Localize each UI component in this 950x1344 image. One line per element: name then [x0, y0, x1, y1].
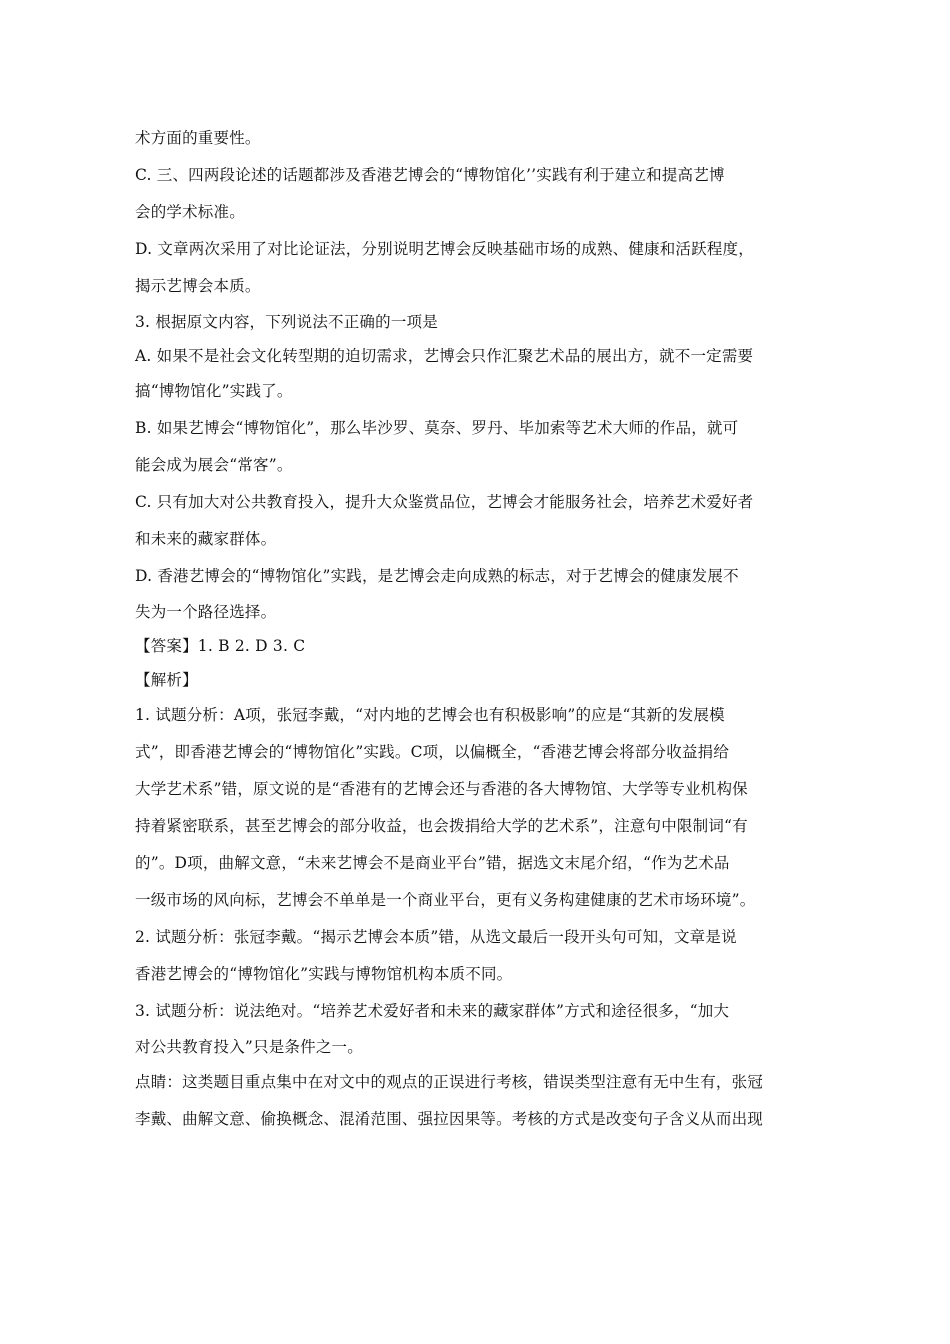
option-b-line: B. 如果艺博会“博物馆化”，那么毕沙罗、莫奈、罗丹、毕加索等艺术大师的作品，就可	[135, 419, 739, 437]
text-line: 持着紧密联系，甚至艺博会的部分收益，也会拨捐给大学的艺术系”，注意句中限制词“有	[135, 817, 748, 835]
option-a-line: A. 如果不是社会文化转型期的迫切需求，艺博会只作汇聚艺术品的展出方，就不一定需要	[135, 347, 754, 365]
analysis-3-line: 3. 试题分析：说法绝对。“培养艺术爱好者和未来的藏家群体”方式和途径很多，“加大	[135, 1002, 730, 1020]
option-d-line: D. 文章两次采用了对比论证法，分别说明艺博会反映基础市场的成熟、健康和活跃程度，	[135, 240, 754, 258]
analysis-1-line: 1. 试题分析：A项，张冠李戴，“对内地的艺博会也有积极影响”的应是“其新的发展模	[135, 706, 725, 724]
text-line: 的”。D项，曲解文意，“未来艺博会不是商业平台”错，据选文末尾介绍，“作为艺术品	[135, 854, 730, 872]
option-c-line: C. 只有加大对公共教育投入，提升大众鉴赏品位，艺博会才能服务社会，培养艺术爱好者	[135, 493, 754, 511]
text-line: 能会成为展会“常客”。	[135, 456, 293, 474]
answer-line: 【答案】1. B 2. D 3. C	[135, 637, 306, 655]
text-line: 香港艺博会的“博物馆化”实践与博物馆机构本质不同。	[135, 965, 513, 983]
text-line: 搞“博物馆化”实践了。	[135, 382, 293, 400]
text-line: 式”，即香港艺博会的“博物馆化”实践。C项，以偏概全，“香港艺博会将部分收益捐给	[135, 743, 730, 761]
text-line: 对公共教育投入”只是条件之一。	[135, 1038, 363, 1056]
question-3-line: 3. 根据原文内容，下列说法不正确的一项是	[135, 313, 438, 331]
document-page	[135, 120, 825, 1138]
text-line: 大学艺术系”错，原文说的是“香港有的艺博会还与香港的各大博物馆、大学等专业机构保	[135, 780, 748, 798]
text-line: 揭示艺博会本质。	[135, 277, 261, 295]
option-c-line: C. 三、四两段论述的话题都涉及香港艺博会的“博物馆化’’实践有利于建立和提高艺博	[135, 166, 725, 184]
text-line: 失为一个路径选择。	[135, 603, 277, 621]
text-line: 会的学术标准。	[135, 203, 245, 221]
option-d-line: D. 香港艺博会的“博物馆化”实践，是艺博会走向成熟的标志，对于艺博会的健康发展不	[135, 567, 739, 585]
analysis-heading: 【解析】	[135, 671, 198, 689]
analysis-2-line: 2. 试题分析：张冠李戴。“揭示艺博会本质”错，从选文最后一段开头句可知，文章是说	[135, 928, 737, 946]
text-line: 和未来的藏家群体。	[135, 530, 277, 548]
text-line: 术方面的重要性。	[135, 129, 261, 147]
text-line: 李戴、曲解文意、偷换概念、混淆范围、强拉因果等。考核的方式是改变句子含义从而出现	[135, 1110, 764, 1128]
note-line: 点睛：这类题目重点集中在对文中的观点的正误进行考核，错误类型注意有无中生有，张冠	[135, 1073, 764, 1091]
text-line: 一级市场的风向标，艺博会不单单是一个商业平台，更有义务构建健康的艺术市场环境”。	[135, 891, 756, 909]
